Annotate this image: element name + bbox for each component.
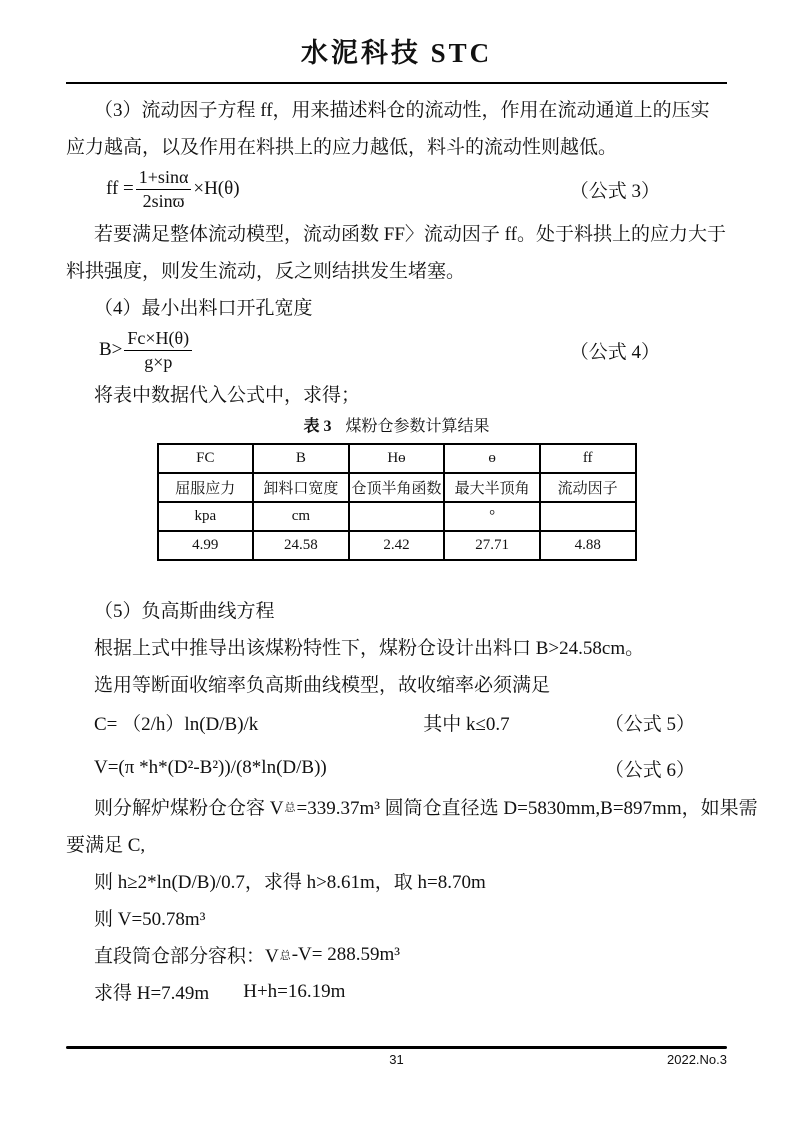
table-cell: 卸料口宽度: [253, 473, 349, 502]
paragraph-line: 选用等断面收缩率负高斯曲线模型，故收缩率必须满足: [94, 675, 551, 696]
table-cell: kpa: [158, 502, 254, 531]
table-cell: 2.42: [349, 531, 445, 560]
formula-5-condition: 其中 k≤0.7: [423, 713, 510, 735]
table-caption-number: 表 3: [303, 418, 332, 435]
subscript: 总: [284, 801, 296, 814]
page-number: 31: [389, 1052, 404, 1067]
table-row-symbols: [158, 444, 636, 473]
parameter-table: [157, 443, 637, 561]
table-cell: FC: [158, 444, 254, 473]
table-cell: ө: [444, 444, 540, 473]
footer-rule: [66, 1046, 727, 1049]
text-segment: -V= 288.59m³: [291, 943, 400, 965]
table-row-units: [158, 502, 636, 531]
formula-5: [66, 702, 727, 742]
issue-label: 2022.No.3: [667, 1052, 727, 1067]
table-cell: 4.99: [158, 531, 254, 560]
table-cell: 流动因子: [540, 473, 636, 502]
page-footer: [66, 1046, 727, 1072]
paragraph-line: 若要满足整体流动模型，流动函数 FF〉流动因子 ff。处于料拱上的应力大于: [94, 224, 726, 245]
formula-3-label: （公式 3）: [569, 180, 660, 202]
paragraph-line: 将表中数据代入公式中，求得；: [94, 385, 361, 406]
paragraph-line: 要满足 C,: [66, 835, 146, 856]
formula-3-lhs: ff =: [106, 178, 134, 199]
paragraph-line: [66, 788, 758, 825]
text-segment: H+h=16.19m: [243, 980, 346, 1002]
table-cell: Hө: [349, 444, 445, 473]
paragraph-line: [66, 936, 727, 973]
subscript: 总: [279, 949, 291, 962]
table-cell: °: [444, 502, 540, 531]
journal-title: 水泥科技 STC: [300, 38, 493, 68]
fraction-numerator: Fc×H(θ): [124, 328, 192, 351]
fraction-numerator: 1+sinα: [136, 167, 192, 190]
table-cell: [349, 502, 445, 531]
paragraph-line: 应力越高，以及作用在料拱上的应力越低，料斗的流动性则越低。: [66, 137, 618, 158]
table-cell: [540, 502, 636, 531]
formula-5-expression: C= （2/h）ln(D/B)/k: [94, 713, 259, 735]
formula-3-fraction: [136, 167, 192, 211]
table-row-names: [158, 473, 636, 502]
fraction-denominator: 2sinϖ: [142, 190, 185, 211]
table-cell: 27.71: [444, 531, 540, 560]
table-cell: 屈服应力: [158, 473, 254, 502]
table-cell: 24.58: [253, 531, 349, 560]
table-caption-title: 煤粉仓参数计算结果: [345, 418, 490, 435]
formula-4-lhs: B>: [99, 339, 123, 360]
fraction-denominator: g×p: [144, 351, 173, 372]
footer-row: [66, 1052, 727, 1072]
article-body: [66, 84, 758, 1010]
section-heading-4: （4）最小出料口开孔宽度: [94, 298, 313, 319]
formula-6: [66, 748, 727, 788]
table-caption: [66, 414, 727, 440]
paragraph-line: 则 V=50.78m³: [94, 909, 206, 930]
formula-3-tail: ×H(θ): [193, 178, 240, 199]
text-segment: =339.37m³ 圆筒仓直径选 D=5830mm,B=897mm，如果需: [296, 798, 758, 819]
text-segment: 直段筒仓部分容积：V: [94, 946, 279, 967]
paragraph-line: 料拱强度，则发生流动，反之则结拱发生堵塞。: [66, 261, 466, 282]
formula-6-expression: V=(π *h*(D²-B²))/(8*ln(D/B)): [94, 757, 327, 778]
table-row-values: [158, 531, 636, 560]
table-cell: ff: [540, 444, 636, 473]
formula-4-fraction: [124, 328, 192, 372]
formula-4: [66, 325, 727, 375]
text-segment: 求得 H=7.49m: [94, 983, 210, 1004]
table-cell: B: [253, 444, 349, 473]
text-segment: 则分解炉煤粉仓仓容 V: [94, 798, 284, 819]
formula-5-label: （公式 5）: [604, 713, 695, 735]
formula-3: [66, 164, 727, 214]
formula-4-expression: [99, 328, 194, 372]
paragraph-line: （3）流动因子方程 ff，用来描述料仓的流动性，作用在流动通道上的压实: [94, 100, 710, 121]
section-heading-5: （5）负高斯曲线方程: [94, 601, 275, 622]
table-cell: cm: [253, 502, 349, 531]
table-cell: 最大半顶角: [444, 473, 540, 502]
paragraph-line: 则 h≥2*ln(D/B)/0.7，求得 h>8.61m，取 h=8.70m: [94, 872, 486, 893]
table-cell: 4.88: [540, 531, 636, 560]
formula-6-label: （公式 6）: [604, 759, 695, 781]
table-cell: 仓顶半角函数: [349, 473, 445, 502]
paragraph-line: 根据上式中推导出该煤粉特性下，煤粉仓设计出料口 B>24.58cm。: [94, 638, 645, 659]
paragraph-line: [66, 973, 727, 1010]
formula-4-label: （公式 4）: [569, 341, 660, 363]
formula-3-expression: [106, 167, 240, 211]
